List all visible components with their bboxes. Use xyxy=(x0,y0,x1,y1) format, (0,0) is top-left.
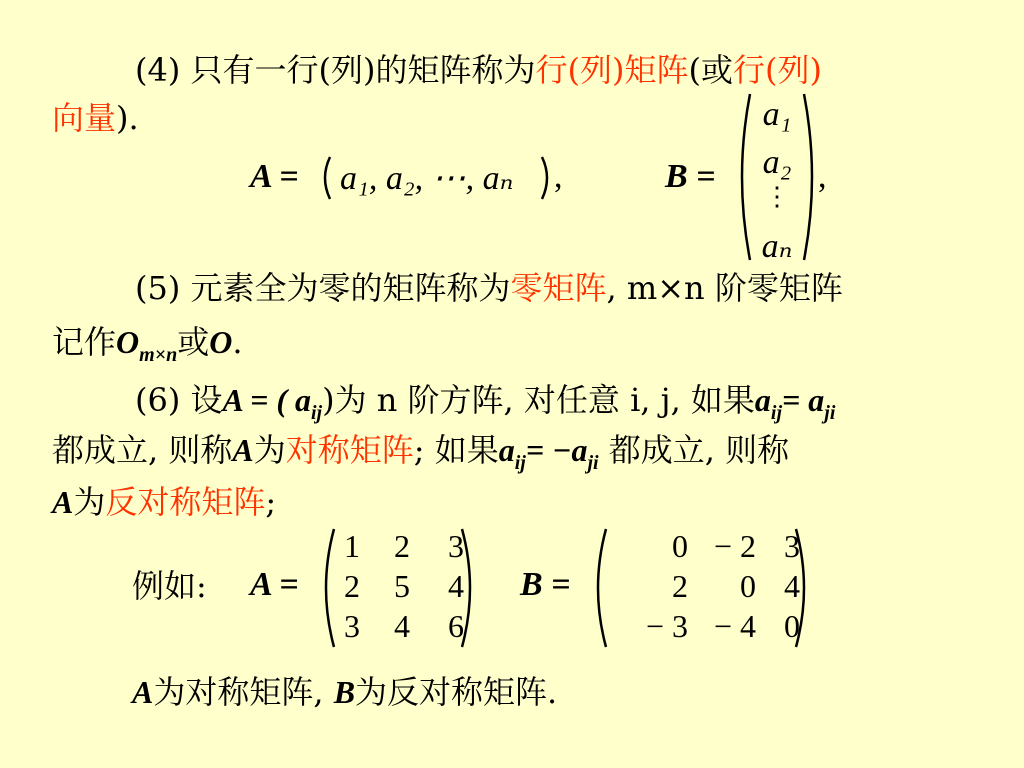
colvec-left-paren xyxy=(734,92,754,262)
colvec-entry-1: a₁ xyxy=(762,96,792,133)
colvec-entry-n: aₙ xyxy=(761,228,793,265)
p4-text-a: (4) 只有一行(列)的矩阵称为 xyxy=(135,51,536,89)
matrix-a-cell-r2c1: 2 xyxy=(344,568,360,604)
rowvec-right-paren xyxy=(540,155,554,201)
matrix-b-cell-r1c3: 3 xyxy=(784,528,800,564)
colvec-right-paren xyxy=(800,92,820,262)
p6-aij-2: a xyxy=(498,432,515,468)
p4-term-vector: 向量 xyxy=(52,99,117,137)
p6-line1 xyxy=(135,380,835,433)
matrix-b-cell-r2c1: 2 xyxy=(672,568,688,604)
matrix-a-cell-r2c2: 5 xyxy=(394,568,410,604)
matrix-b-cell-r3c2: − 4 xyxy=(713,608,756,644)
p6-sub-ji2: ji xyxy=(587,452,599,474)
matrix-a-cell-r3c1: 3 xyxy=(344,608,360,644)
matrix-b-right-paren xyxy=(792,527,812,649)
p4-line2 xyxy=(52,98,139,138)
p5-text-a: (5) 元素全为零的矩阵称为 xyxy=(135,269,511,307)
p6-text-a: (6) 设 xyxy=(135,381,223,419)
p6-text-b: )为 n 阶方阵, 对任意 i, j, 如果 xyxy=(322,381,755,419)
matrix-a-right-paren xyxy=(458,527,478,649)
p6-line3 xyxy=(52,482,276,522)
p4-text-b: (或 xyxy=(688,51,733,89)
p6-sub-ij3: ij xyxy=(514,452,526,474)
p5-text-e: . xyxy=(232,323,243,361)
rowvec-left-paren xyxy=(318,155,332,201)
p6-text-g: 为 xyxy=(73,483,106,521)
matrix-b-cell-r3c1: − 3 xyxy=(645,608,688,644)
matrix-a-cell-r3c3: 6 xyxy=(448,608,464,644)
matrix-a-cell-r3c2: 4 xyxy=(394,608,410,644)
p6-text-e: ; 如果 xyxy=(413,431,499,469)
p4-text-c: ). xyxy=(116,99,139,137)
conclusion-text-b: 为反对称矩阵. xyxy=(355,673,558,711)
p5-line2 xyxy=(52,322,243,375)
p6-sub-ij: ij xyxy=(310,402,323,424)
example-label: 例如: xyxy=(132,567,207,605)
p4-term-row-col-matrix: 行(列)矩阵 xyxy=(535,51,689,89)
example-lhs-b: B = xyxy=(520,566,571,603)
colvec-tail: , xyxy=(818,158,827,195)
matrix-b-left-paren xyxy=(590,527,610,649)
conclusion-text-a: 为对称矩阵, xyxy=(153,673,334,711)
matrix-a-cell-r1c1: 1 xyxy=(344,528,360,564)
p5-text-c: 记作 xyxy=(52,323,117,361)
rowvec-tail: , xyxy=(554,158,563,195)
p5-O2: O xyxy=(209,324,233,360)
p6-term-antisymmetric: 反对称矩阵 xyxy=(105,483,266,521)
p4-line1 xyxy=(135,50,822,90)
conclusion xyxy=(132,672,557,712)
p5-text-d: 或 xyxy=(177,323,210,361)
p6-eq: = a xyxy=(782,382,825,418)
p4-term-row-col: 行(列) xyxy=(732,51,822,89)
p6-text-c: 都成立, 则称 xyxy=(52,431,233,469)
p5-O: O xyxy=(116,324,140,360)
p6-aij: a xyxy=(754,382,771,418)
p5-text-b: , m×n 阶零矩阵 xyxy=(606,269,843,307)
matrix-b-cell-r2c2: 0 xyxy=(740,568,756,604)
p6-term-symmetric: 对称矩阵 xyxy=(285,431,414,469)
colvec-lhs: B = xyxy=(665,158,716,195)
p6-sub-ji: ji xyxy=(824,402,836,424)
matrix-a-cell-r2c3: 4 xyxy=(448,568,464,604)
p5-sub: m×n xyxy=(139,344,178,366)
example-lhs-a: A = xyxy=(250,566,299,603)
p6-A-3: A xyxy=(52,484,74,520)
matrix-a-cell-r1c3: 3 xyxy=(448,528,464,564)
p6-text-h: ; xyxy=(265,483,277,521)
p6-A: A xyxy=(232,432,254,468)
p6-eq-neg: = −a xyxy=(525,432,588,468)
p6-sub-ij2: ij xyxy=(770,402,783,424)
colvec-entry-2: a₂ xyxy=(762,144,792,181)
conclusion-B: B xyxy=(333,674,356,710)
matrix-a-cell-r1c2: 2 xyxy=(394,528,410,564)
matrix-b-cell-r2c3: 4 xyxy=(784,568,800,604)
p6-A-def: A = ( a xyxy=(222,382,311,418)
p5-line1 xyxy=(135,268,843,308)
p6-text-d: 为 xyxy=(253,431,286,469)
p6-text-f: 都成立, 则称 xyxy=(598,431,790,469)
matrix-b-cell-r3c3: 0 xyxy=(784,608,800,644)
matrix-b-cell-r1c2: − 2 xyxy=(713,528,756,564)
colvec-entry-dots: ⋮ xyxy=(764,182,790,211)
matrix-b-cell-r1c1: 0 xyxy=(672,528,688,564)
rowvec-content: a₁, a₂, ⋯, aₙ xyxy=(340,160,514,197)
p6-line2 xyxy=(52,430,789,483)
conclusion-A: A xyxy=(132,674,154,710)
p5-term-zero-matrix: 零矩阵 xyxy=(510,269,607,307)
rowvec-lhs: A = xyxy=(250,158,299,195)
